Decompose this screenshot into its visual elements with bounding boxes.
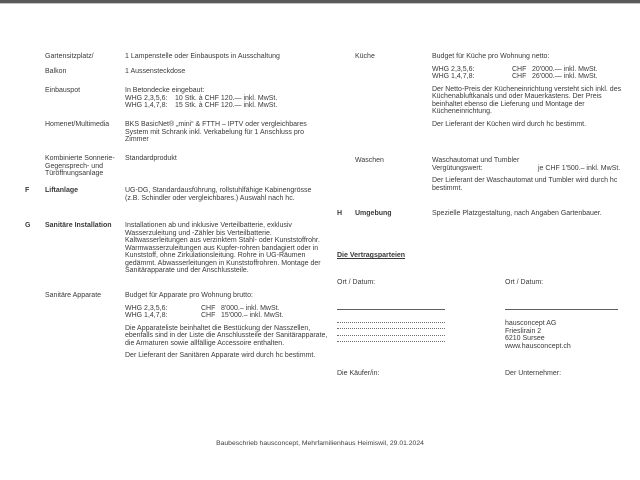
- scan-top-edge: [0, 0, 640, 4]
- value-einbauspot: [125, 87, 335, 110]
- company-name: hausconcept AG: [505, 320, 557, 327]
- whg-key: WHG 2,3,5,6:: [432, 65, 475, 73]
- sonnerie-label-line: Türöffnungsanlage: [45, 170, 104, 177]
- einbauspot-intro: In Betondecke eingebaut:: [125, 87, 205, 94]
- value-sonnerie: Standardprodukt: [125, 155, 177, 162]
- label-homenet: Homenet/Multimedia: [45, 121, 110, 128]
- currency-label: CHF: [201, 312, 216, 319]
- section-letter-f: F: [25, 187, 30, 194]
- whg-key: WHG 1,4,7,8:: [125, 312, 168, 319]
- verguetung-key: Vergütungswert:: [432, 164, 483, 172]
- value-umgebung: Spezielle Platzgestaltung, nach Angaben Gartenbauer.: [432, 210, 602, 217]
- whg-amount: 10 Stk. à CHF 120.— inkl. MwSt.: [175, 94, 278, 102]
- ort-datum-label-right: Ort / Datum:: [505, 279, 544, 286]
- label-umgebung: Umgebung: [355, 210, 392, 217]
- label-sanitaere-installation: Sanitäre Installation: [45, 222, 112, 229]
- signature-line-right: [505, 309, 618, 310]
- value-liftanlage: UG-DG, Standardausführung, rollstuhlfähige Kabinengrösse (z.B. Schindler oder vergleichbares.) Auswahl nach hc.: [125, 187, 312, 202]
- einbauspot-row: [125, 95, 335, 103]
- label-gartensitzplatz: Gartensitzplatz/: [45, 53, 94, 60]
- label-waschen: Waschen: [355, 157, 384, 164]
- company-address-block: [505, 320, 635, 350]
- whg-key: WHG 2,3,5,6:: [125, 94, 168, 102]
- apparate-row: [125, 312, 330, 320]
- label-balkon: Balkon: [45, 68, 67, 75]
- currency-label: CHF: [201, 304, 216, 312]
- kaeufer-label: Die Käufer/in:: [337, 370, 380, 377]
- value-waschen: [432, 157, 632, 192]
- whg-key: WHG 1,4,7,8:: [432, 73, 475, 80]
- label-einbauspot: Einbauspot: [45, 87, 81, 94]
- value-kueche: [432, 53, 632, 128]
- dotted-fill-line: [337, 328, 445, 329]
- waschen-lieferant-paragraph: Der Lieferant der Waschautomat und Tumbler wird durch hc bestimmt.: [432, 177, 618, 192]
- whg-key: WHG 1,4,7,8:: [125, 102, 168, 109]
- kueche-row: [432, 73, 632, 81]
- sonnerie-label-line: Kombinierte Sonnerie-: [45, 155, 115, 162]
- verguetung-row: [432, 165, 632, 173]
- company-website: www.hausconcept.ch: [505, 342, 571, 350]
- value-gartensitzplatz: 1 Lampenstelle oder Einbauspots in Ausschaltung: [125, 53, 280, 60]
- value-sanitaere-installation: Installationen ab und inklusive Verteilbatterie, exklusiv Wasserzuleitung und -Zähler bis Verteilbatterie. Kaltwasserleitungen aus verzinktem Stahl- oder Kunststoffrohr. Warmwasserzuleitungen aus Kupfer-rohren bandagiert oder in Kunststoff, ohne Zirkulationsleitung. Rohre in UG-Räumen gedämmt. Abwasserleitungen in Kunststoffrohren. Montage der Sanitärapparate und der Anschlussteile.: [125, 222, 321, 274]
- value-sanitaere-apparate: [125, 292, 330, 360]
- whg-amount: 20'000.— inkl. MwSt.: [532, 65, 598, 73]
- label-liftanlage: Liftanlage: [45, 187, 79, 194]
- sonnerie-label-line: Gegensprech- und: [45, 162, 103, 170]
- kueche-lieferant-paragraph: Der Lieferant der Küchen wird durch hc bestimmt.: [432, 120, 587, 128]
- label-kueche: Küche: [355, 53, 375, 60]
- dotted-fill-line: [337, 322, 445, 323]
- label-sanitaere-apparate: Sanitäre Apparate: [45, 292, 102, 299]
- kueche-row: [432, 66, 632, 74]
- section-letter-g: G: [25, 222, 31, 229]
- vertragsparteien-heading: Die Vertragsparteien: [337, 252, 406, 259]
- kueche-paragraph: Der Netto-Preis der Kücheneinrichtung versteht sich inkl. des Küchenabluftkanals und oder Mauerkastens. Der Preis beinhaltet ebenso die Lieferung und Montage der Kücheneinrichtung.: [432, 85, 622, 115]
- whg-amount: 26'000.— inkl. MwSt.: [532, 73, 598, 80]
- kueche-intro: Budget für Küche pro Wohnung netto:: [432, 53, 550, 60]
- dotted-fill-line: [337, 335, 445, 336]
- verguetung-value: je CHF 1'500.– inkl. MwSt.: [538, 164, 621, 172]
- whg-amount: 15'000.– inkl. MwSt.: [221, 312, 284, 319]
- section-letter-h: H: [337, 210, 343, 217]
- dotted-fill-line: [337, 341, 445, 342]
- einbauspot-row: [125, 102, 335, 110]
- currency-label: CHF: [512, 65, 527, 73]
- value-homenet: BKS BasicNet® „mini“ & FTTH – IPTV oder vergleichbares System mit Schrank inkl. Verkabelung für 1 Anschluss pro Zimmer: [125, 121, 307, 143]
- value-balkon: 1 Aussensteckdose: [125, 68, 186, 75]
- apparate-intro: Budget für Apparate pro Wohnung brutto:: [125, 292, 253, 299]
- apparate-row: [125, 305, 330, 313]
- signature-line-left: [337, 309, 445, 310]
- apparate-lieferant-paragraph: Der Lieferant der Sanitären Apparate wird durch hc bestimmt.: [125, 352, 316, 359]
- company-street: Frieslirain 2: [505, 327, 542, 335]
- ort-datum-label-left: Ort / Datum:: [337, 279, 376, 286]
- whg-key: WHG 2,3,5,6:: [125, 304, 168, 312]
- label-sonnerie: [45, 155, 127, 178]
- company-city: 6210 Sursee: [505, 335, 545, 342]
- apparate-paragraph: Die Apparateliste beinhaltet die Bestückung der Nasszellen, ebenfalls sind in der Liste die Anschlussteile der Sanitärapparate, die Armaturen sowie allfällige Accessoire enthalten.: [125, 324, 328, 347]
- whg-amount: 15 Stk. à CHF 120.— inkl. MwSt.: [175, 102, 278, 109]
- document-footer: Baubeschrieb hausconcept, Mehrfamilienhaus Heimiswil, 29.01.2024: [216, 440, 424, 447]
- whg-amount: 8'000.– inkl. MwSt.: [221, 304, 280, 312]
- unternehmer-label: Der Unternehmer:: [505, 370, 562, 377]
- currency-label: CHF: [512, 73, 527, 80]
- waschen-line: Waschautomat und Tumbler: [432, 157, 520, 164]
